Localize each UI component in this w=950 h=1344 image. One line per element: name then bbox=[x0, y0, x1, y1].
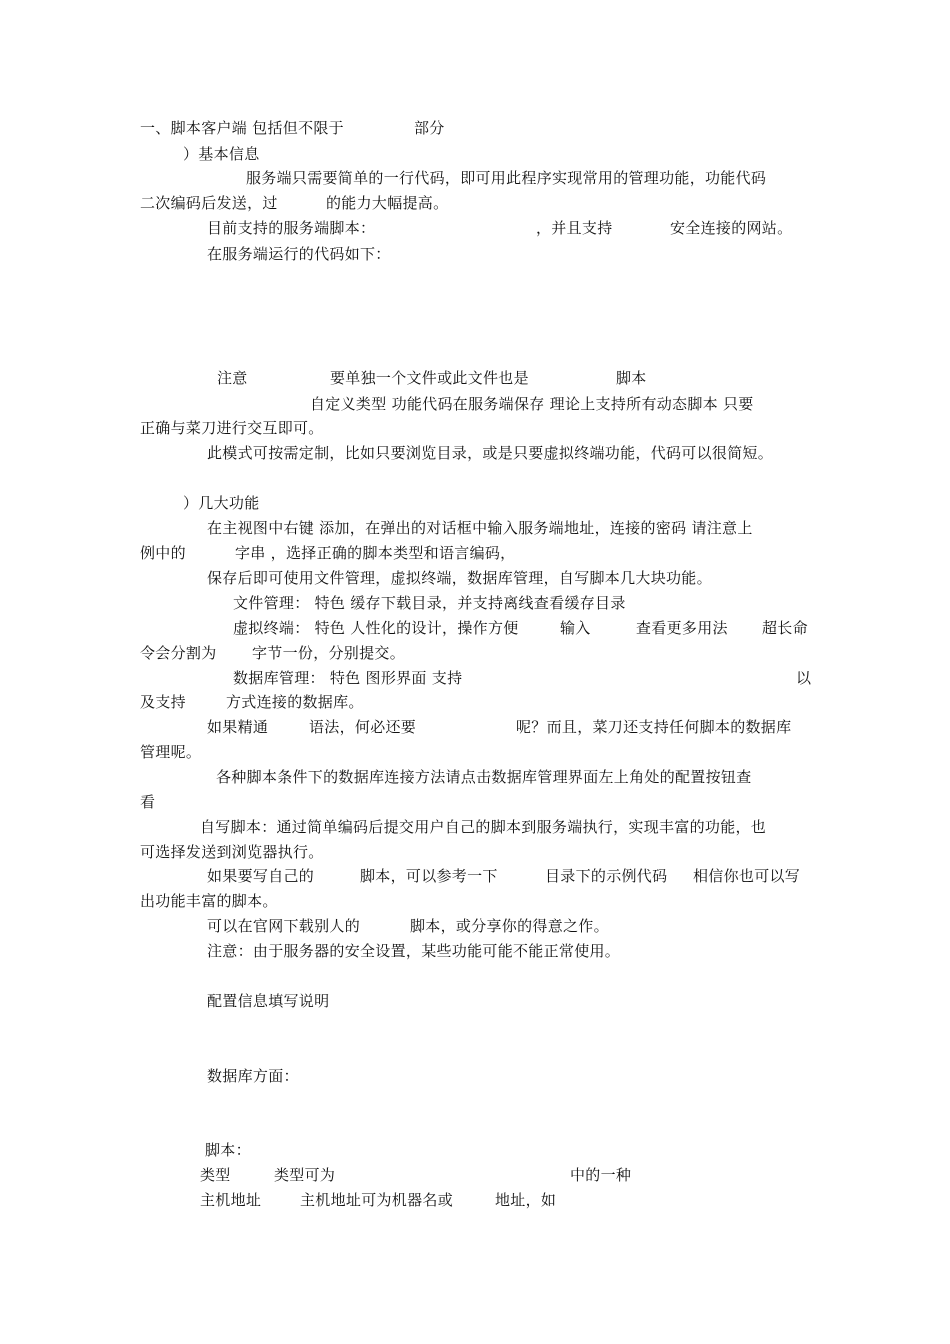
paragraph-line: 如果精通 bbox=[207, 718, 269, 736]
paragraph-line: 看 bbox=[140, 793, 156, 811]
feature-virtual-terminal: 虚拟终端： 特色 人性化的设计，操作方便 bbox=[233, 619, 519, 637]
note-label: 注意 bbox=[217, 369, 248, 387]
paragraph-line: ，并且支持 bbox=[536, 219, 613, 237]
subsection-heading-features: ）几大功能 bbox=[183, 494, 260, 512]
paragraph-line: 令会分割为 bbox=[140, 644, 217, 662]
warning-note: 注意：由于服务器的安全设置，某些功能可能不能正常使用。 bbox=[207, 942, 621, 960]
paragraph-line: 可以在官网下载别人的 bbox=[207, 917, 361, 935]
paragraph-line: 查看更多用法 bbox=[636, 619, 728, 637]
database-heading: 数据库方面： bbox=[207, 1067, 299, 1085]
feature-custom-script: 自写脚本：通过简单编码后提交用户自己的脚本到服务端执行，实现丰富的功能，也 bbox=[200, 818, 767, 836]
paragraph-line: 字节一份，分别提交。 bbox=[252, 644, 406, 662]
paragraph-line: 目前支持的服务端脚本： bbox=[207, 219, 376, 237]
script-heading: 脚本： bbox=[205, 1141, 251, 1159]
paragraph-line: 脚本，或分享你的得意之作。 bbox=[410, 917, 609, 935]
paragraph-line: 服务端只需要简单的一行代码，即可用此程序实现常用的管理功能，功能代码 bbox=[246, 169, 767, 187]
field-label-host: 主机地址 bbox=[200, 1191, 262, 1209]
paragraph-line: 脚本 bbox=[616, 369, 647, 387]
subsection-heading-basic-info: ）基本信息 bbox=[183, 145, 260, 163]
paragraph-line: 各种脚本条件下的数据库连接方法请点击数据库管理界面左上角处的配置按钮查 bbox=[216, 768, 752, 786]
section-heading-tail: 部分 bbox=[414, 119, 445, 137]
section-heading: 一、脚本客户端 包括但不限于 bbox=[140, 119, 344, 137]
paragraph-line: 安全连接的网站。 bbox=[670, 219, 793, 237]
paragraph-line: 正确与菜刀进行交互即可。 bbox=[140, 419, 324, 437]
paragraph-line: 相信你也可以写 bbox=[693, 867, 801, 885]
feature-database-manager: 数据库管理： 特色 图形界面 支持 bbox=[233, 669, 463, 687]
paragraph-line: 超长命 bbox=[762, 619, 808, 637]
paragraph-line: 以 bbox=[796, 669, 812, 687]
paragraph-line: 字串 ，选择正确的脚本类型和语言编码， bbox=[235, 544, 516, 562]
paragraph-line: 脚本，可以参考一下 bbox=[360, 867, 498, 885]
paragraph-line: 呢？而且，菜刀还支持任何脚本的数据库 bbox=[516, 718, 792, 736]
paragraph-line: 类型可为 bbox=[274, 1166, 336, 1184]
paragraph-line: 管理呢。 bbox=[140, 743, 202, 761]
paragraph-line: 输入 bbox=[560, 619, 591, 637]
paragraph-line: 在服务端运行的代码如下： bbox=[207, 245, 391, 263]
paragraph-line: 例中的 bbox=[140, 544, 186, 562]
paragraph-line: 中的一种 bbox=[570, 1166, 632, 1184]
paragraph-line: 及支持 bbox=[140, 693, 186, 711]
paragraph-line: 此模式可按需定制，比如只要浏览目录，或是只要虚拟终端功能，代码可以很简短。 bbox=[207, 444, 774, 462]
paragraph-line: 保存后即可使用文件管理，虚拟终端，数据库管理，自写脚本几大块功能。 bbox=[207, 569, 712, 587]
paragraph-line: 目录下的示例代码 bbox=[545, 867, 668, 885]
paragraph-line: 如果要写自己的 bbox=[207, 867, 315, 885]
paragraph-line: 语法，何必还要 bbox=[309, 718, 417, 736]
paragraph-line: 在主视图中右键 添加，在弹出的对话框中输入服务端地址，连接的密码 请注意上 bbox=[207, 519, 753, 537]
paragraph-line: 可选择发送到浏览器执行。 bbox=[140, 843, 324, 861]
field-label-type: 类型 bbox=[200, 1166, 231, 1184]
paragraph-line: 自定义类型 功能代码在服务端保存 理论上支持所有动态脚本 只要 bbox=[310, 395, 754, 413]
paragraph-line: 地址，如 bbox=[495, 1191, 557, 1209]
paragraph-line: 主机地址可为机器名或 bbox=[300, 1191, 454, 1209]
paragraph-line: 的能力大幅提高。 bbox=[326, 194, 449, 212]
paragraph-line: 要单独一个文件或此文件也是 bbox=[330, 369, 529, 387]
paragraph-line: 二次编码后发送，过 bbox=[140, 194, 278, 212]
config-heading: 配置信息填写说明 bbox=[207, 992, 330, 1010]
paragraph-line: 方式连接的数据库。 bbox=[226, 693, 364, 711]
paragraph-line: 出功能丰富的脚本。 bbox=[140, 892, 278, 910]
feature-file-manager: 文件管理： 特色 缓存下载目录，并支持离线查看缓存目录 bbox=[233, 594, 626, 612]
